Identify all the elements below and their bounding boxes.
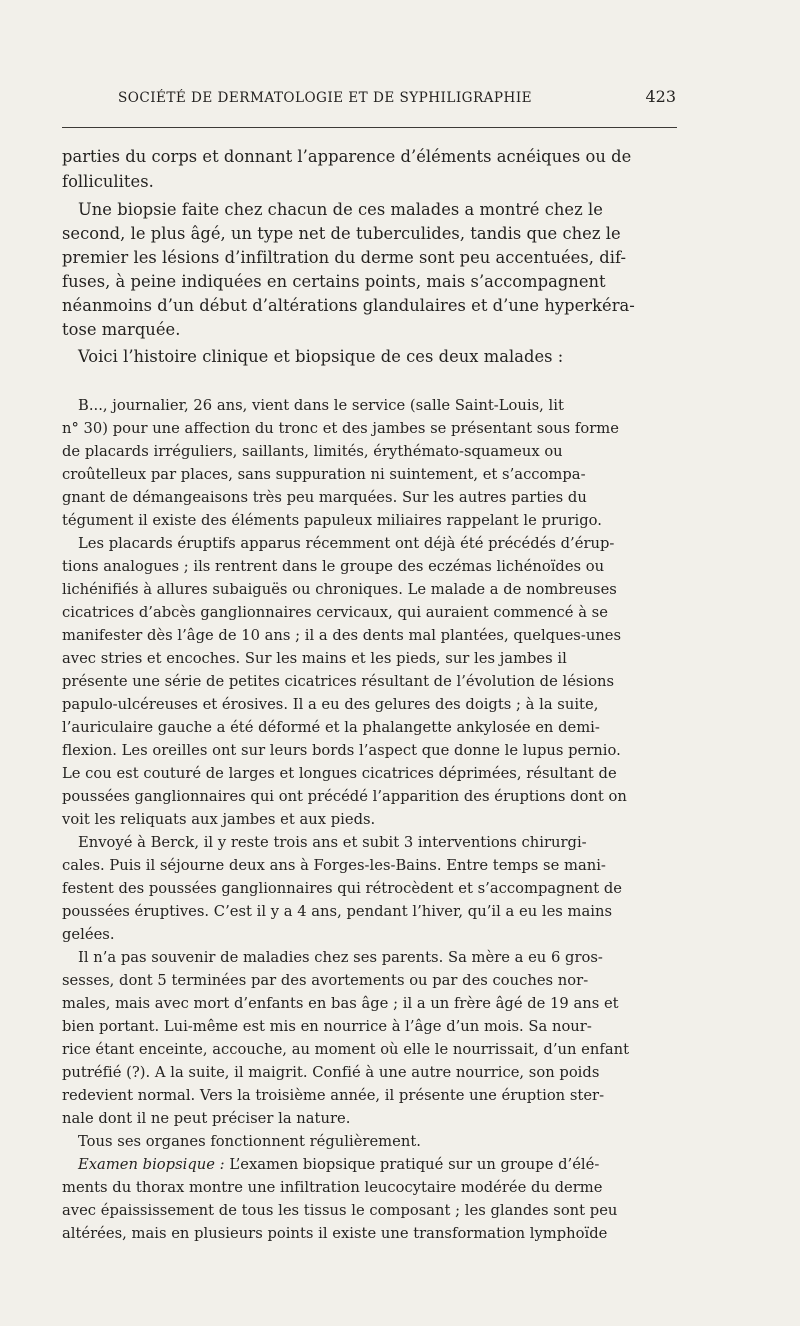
text-line: second, le plus âgé, un type net de tuberculides, tandis que chez le [62, 224, 621, 243]
text-line: poussées éruptives. C’est il y a 4 ans, pendant l’hiver, qu’il a eu les mains [62, 903, 613, 920]
text-line: flexion. Les oreilles ont sur leurs bords l’aspect que donne le lupus pernio. [62, 742, 621, 759]
text-line: poussées ganglionnaires qui ont précédé l’apparition des éruptions dont on [62, 788, 627, 805]
text-line: tions analogues ; ils rentrent dans le groupe des eczémas lichénoïdes ou [62, 558, 605, 575]
text-line: avec épaississement de tous les tissus le composant ; les glandes sont peu [62, 1202, 618, 1219]
text-line: Il n’a pas souvenir de maladies chez ses parents. Sa mère a eu 6 gros- [78, 949, 603, 966]
text-line: papulo-ulcéreuses et érosives. Il a eu des gelures des doigts ; à la suite, [62, 696, 599, 713]
text-line: néanmoins d’un début d’altérations glandulaires et d’une hyperkéra- [62, 296, 635, 315]
text-line: tose marquée. [62, 320, 181, 339]
text-line: cicatrices d’abcès ganglionnaires cervicaux, qui auraient commencé à se [62, 604, 608, 621]
text-line: Le cou est couturé de larges et longues cicatrices déprimées, résultant de [62, 765, 617, 782]
text-line: sesses, dont 5 terminées par des avortements ou par des couches nor- [62, 972, 589, 989]
exam-line [78, 1156, 599, 1173]
text-line: présente une série de petites cicatrices résultant de l’évolution de lésions [62, 673, 615, 690]
text-line: manifester dès l’âge de 10 ans ; il a des dents mal plantées, quelques-unes [62, 627, 622, 644]
text-line: l’auriculaire gauche a été déformé et la phalangette ankylosée en demi- [62, 719, 600, 736]
text-line: B..., journalier, 26 ans, vient dans le service (salle Saint-Louis, lit [78, 397, 564, 414]
running-header [118, 87, 678, 112]
text-line: tégument il existe des éléments papuleux miliaires rappelant le prurigo. [62, 512, 602, 529]
text-line: de placards irréguliers, saillants, limités, érythémato-squameux ou [62, 443, 563, 460]
text-line: Les placards éruptifs apparus récemment ont déjà été précédés d’érup- [78, 535, 615, 552]
exam-label: Examen biopsique : [78, 1156, 225, 1173]
text-line: Envoyé à Berck, il y reste trois ans et subit 3 interventions chirurgi- [78, 834, 587, 851]
text-line: Voici l’histoire clinique et biopsique de ces deux malades : [78, 347, 564, 366]
text-line: fuses, à peine indiquées en certains points, mais s’accompagnent [62, 272, 606, 291]
text-line: croûtelleux par places, sans suppuration ni suintement, et s’accompa- [62, 466, 586, 483]
text-line: cales. Puis il séjourne deux ans à Forges-les-Bains. Entre temps se mani- [62, 857, 606, 874]
header-rule [62, 127, 677, 128]
text-line: n° 30) pour une affection du tronc et des jambes se présentant sous forme [62, 420, 619, 437]
text-line: premier les lésions d’infiltration du derme sont peu accentuées, dif- [62, 248, 626, 267]
text-line: folliculites. [62, 172, 154, 191]
text-line: gelées. [62, 926, 115, 943]
text-line: Tous ses organes fonctionnent régulièrement. [78, 1133, 421, 1150]
text-line: voit les reliquats aux jambes et aux pieds. [62, 811, 376, 828]
text-line: gnant de démangeaisons très peu marquées. Sur les autres parties du [62, 489, 587, 506]
text-line: festent des poussées ganglionnaires qui rétrocèdent et s’accompagnent de [62, 880, 622, 897]
page-number: 423 [645, 87, 676, 106]
running-title: SOCIÉTÉ DE DERMATOLOGIE ET DE SYPHILIGRAPHIE [118, 90, 533, 106]
text-line: putréfié (?). A la suite, il maigrit. Confié à une autre nourrice, son poids [62, 1064, 600, 1081]
text-line: bien portant. Lui-même est mis en nourrice à l’âge d’un mois. Sa nour- [62, 1018, 592, 1035]
exam-line-text: L’examen biopsique pratiqué sur un groupe d’élé- [229, 1156, 600, 1173]
text-line: Une biopsie faite chez chacun de ces malades a montré chez le [78, 200, 603, 219]
text-line: avec stries et encoches. Sur les mains et les pieds, sur les jambes il [62, 650, 567, 667]
text-line: parties du corps et donnant l’apparence d’éléments acnéiques ou de [62, 147, 632, 166]
text-line: altérées, mais en plusieurs points il existe une transformation lymphoïde [62, 1225, 608, 1242]
text-line: redevient normal. Vers la troisième année, il présente une éruption ster- [62, 1087, 605, 1104]
text-line: lichénifiés à allures subaiguës ou chroniques. Le malade a de nombreuses [62, 581, 617, 598]
text-line: ments du thorax montre une infiltration leucocytaire modérée du derme [62, 1179, 603, 1196]
text-line: nale dont il ne peut préciser la nature. [62, 1110, 351, 1127]
text-line: males, mais avec mort d’enfants en bas âge ; il a un frère âgé de 19 ans et [62, 995, 619, 1012]
text-line: rice étant enceinte, accouche, au moment où elle le nourrissait, d’un enfant [62, 1041, 630, 1058]
